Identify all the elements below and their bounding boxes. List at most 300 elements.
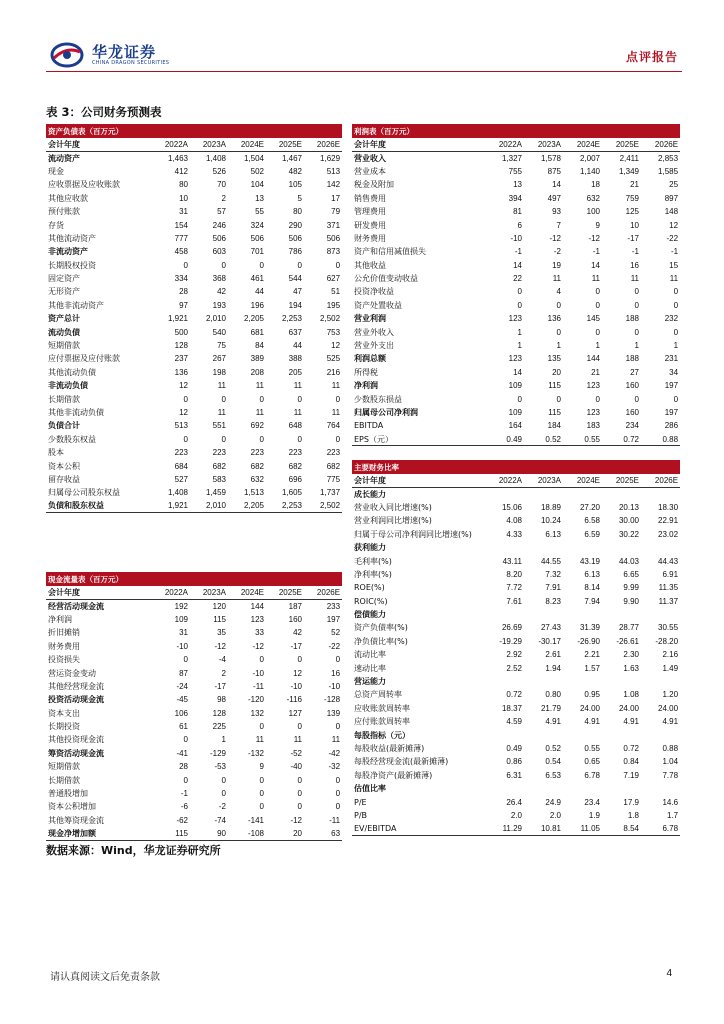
- table-row: [46, 773, 342, 786]
- data-source: 数据来源：Wind，华龙证券研究所: [46, 844, 221, 857]
- cell-value: 232: [664, 314, 679, 324]
- page-number: 4: [666, 968, 672, 979]
- row-label: 流动资产: [48, 153, 80, 163]
- cell-value: 8.20: [506, 569, 522, 579]
- cell-value: [641, 487, 680, 500]
- cell-value: 246: [212, 220, 226, 230]
- cell-value: -42: [328, 748, 341, 758]
- cell-value: 0: [183, 260, 188, 270]
- cell-value: 55: [255, 207, 264, 217]
- row-label: EPS（元）: [352, 433, 485, 446]
- cell-value: 324: [250, 220, 264, 230]
- cell-value: 197: [664, 408, 679, 417]
- cell-value: 2: [221, 193, 226, 203]
- row-label: P/E: [354, 797, 367, 807]
- cell-value: 93: [552, 207, 561, 217]
- row-label: 应收票据及应收账款: [48, 180, 120, 190]
- row-label: 速动比率: [354, 663, 386, 673]
- section-header-row: [46, 572, 342, 586]
- row-label: 所得税: [354, 367, 378, 377]
- row-label: 归属于母公司净利润同比增速(%): [354, 529, 472, 539]
- cell-value: 123: [508, 354, 522, 364]
- cell-value: 1,327: [501, 153, 522, 163]
- table-row: [46, 473, 342, 486]
- cell-value: [641, 608, 680, 621]
- cell-value: 11: [331, 381, 341, 391]
- column-header: 2023A: [190, 138, 228, 151]
- cell-value: 11: [255, 381, 264, 391]
- row-label: 存货: [48, 220, 64, 230]
- cell-value: 115: [548, 381, 561, 391]
- cell-value: 21: [591, 367, 600, 377]
- row-label: EV/EBITDA: [352, 822, 485, 835]
- cell-value: 183: [586, 421, 600, 431]
- table-row: [352, 285, 680, 298]
- row-label: 无形资产: [48, 287, 80, 297]
- cell-value: -108: [228, 827, 266, 840]
- cell-value: -116: [286, 695, 302, 705]
- cell-value: 197: [326, 614, 341, 624]
- table-row: [352, 165, 680, 178]
- cell-value: 7.72: [506, 583, 522, 593]
- cell-value: 136: [174, 367, 188, 377]
- cell-value: 368: [212, 274, 226, 284]
- row-label: 研发费用: [354, 220, 386, 230]
- cell-value: 506: [250, 233, 264, 243]
- row-label: 营业收入: [354, 153, 386, 163]
- cell-value: [563, 608, 602, 621]
- cell-value: 20.13: [618, 502, 639, 512]
- brand-name-en: CHINA DRAGON SECURITIES: [92, 60, 170, 66]
- table-row: [46, 178, 342, 191]
- cell-value: [524, 782, 563, 795]
- row-label: 税金及附加: [354, 180, 394, 190]
- cell-value: 759: [625, 193, 639, 203]
- cell-value: 1,467: [281, 153, 302, 163]
- cell-value: 115: [548, 408, 561, 417]
- cell-value: 681: [250, 327, 264, 337]
- cell-value: 11.35: [658, 583, 679, 593]
- row-label: 投资损失: [48, 655, 80, 665]
- cell-value: 5: [297, 193, 302, 203]
- cell-value: 497: [547, 193, 561, 203]
- cell-value: 128: [174, 341, 188, 351]
- cell-value: 394: [508, 193, 522, 203]
- cell-value: 1,140: [579, 166, 600, 176]
- cell-value: 873: [326, 247, 341, 257]
- cell-value: 0: [335, 722, 341, 732]
- row-label: 应收账款周转率: [354, 703, 410, 713]
- row-label: 净利率(%): [354, 569, 392, 579]
- cell-value: -10: [290, 681, 302, 691]
- row-label: 股本: [48, 448, 64, 458]
- cell-value: 12: [669, 220, 679, 230]
- cell-value: 6.91: [662, 569, 679, 579]
- row-label: 资产处置收益: [354, 300, 402, 310]
- cell-value: 0: [595, 327, 600, 337]
- table-row: [46, 626, 342, 639]
- cell-value: 506: [288, 233, 302, 243]
- column-header-row: [46, 138, 342, 151]
- cell-value: 194: [288, 300, 302, 310]
- cell-value: 27.43: [540, 623, 561, 633]
- cell-value: 1: [517, 341, 522, 351]
- cell-value: 23.02: [658, 529, 679, 539]
- cell-value: 148: [664, 207, 679, 217]
- cell-value: 648: [288, 421, 302, 431]
- table-row: [352, 635, 680, 648]
- table-row: [46, 165, 342, 178]
- table-row: [46, 720, 342, 733]
- cell-value: 27: [630, 367, 639, 377]
- cell-value: 0.88: [641, 433, 680, 446]
- cell-value: 4: [556, 287, 561, 297]
- cell-value: 6.13: [584, 569, 600, 579]
- cell-value: 30.22: [618, 529, 639, 539]
- cell-value: 142: [326, 180, 341, 190]
- cell-value: 11.29: [485, 822, 524, 835]
- cell-value: -26.61: [616, 636, 639, 646]
- table-row: [46, 640, 342, 653]
- column-header: 2023A: [524, 474, 563, 487]
- cell-value: 11.37: [658, 596, 679, 606]
- cell-value: -17: [627, 233, 639, 243]
- cell-value: 23.4: [584, 797, 600, 807]
- cell-value: 1.04: [662, 757, 679, 767]
- cell-value: 197: [664, 381, 679, 391]
- cell-value: 1.20: [662, 690, 679, 700]
- row-label: ROIC(%): [354, 596, 388, 606]
- cell-value: -17: [214, 681, 226, 691]
- row-label: 每股经营现金流(最新摊薄): [354, 757, 449, 767]
- cell-value: 0.49: [506, 744, 522, 753]
- cell-value: 13: [255, 193, 264, 203]
- table-row: [352, 325, 680, 338]
- cell-value: 100: [586, 207, 600, 217]
- cell-value: 0: [259, 722, 264, 732]
- cell-value: 551: [212, 421, 226, 431]
- cell-value: 42: [217, 287, 226, 297]
- cell-value: 1.7: [666, 810, 679, 820]
- column-header: 2023A: [190, 586, 228, 599]
- cell-value: 9.99: [623, 583, 639, 593]
- cell-value: 6.65: [623, 569, 639, 579]
- row-label: 非流动资产: [48, 247, 88, 257]
- cell-value: 0.49: [485, 433, 524, 446]
- cell-value: 128: [212, 708, 226, 718]
- cell-value: 231: [664, 354, 679, 364]
- cell-value: [485, 541, 524, 554]
- row-label: 资产和信用减值损失: [354, 247, 426, 257]
- cell-value: 583: [212, 474, 226, 484]
- cell-value: 14: [591, 260, 600, 270]
- table-row: [352, 299, 680, 312]
- cell-value: 2.0: [549, 810, 561, 820]
- cell-value: 125: [625, 207, 639, 217]
- row-label: 应付票据及应付账款: [48, 354, 120, 364]
- cell-value: 0.54: [545, 757, 561, 767]
- cell-value: 223: [326, 448, 341, 458]
- table-row: [46, 259, 342, 272]
- cell-value: 701: [250, 247, 264, 257]
- table-row: [46, 352, 342, 365]
- table-row: [352, 608, 680, 621]
- cell-value: 87: [179, 668, 188, 678]
- cell-value: 57: [217, 207, 226, 217]
- cell-value: -129: [209, 748, 226, 758]
- cell-value: 0: [297, 789, 302, 799]
- table-row: [352, 541, 680, 554]
- row-label: 普通股增加: [48, 789, 88, 799]
- table-row: [46, 392, 342, 405]
- cell-value: [602, 728, 641, 741]
- table-row: [352, 312, 680, 325]
- cell-value: 1,408: [205, 153, 226, 163]
- cell-value: 0: [297, 434, 302, 444]
- table-row: [46, 693, 342, 706]
- table-row: [46, 312, 342, 325]
- cell-value: 13: [513, 180, 522, 190]
- cell-value: 1,459: [205, 488, 226, 498]
- table-row: [352, 419, 680, 432]
- cell-value: 502: [250, 166, 264, 176]
- cell-value: 196: [250, 300, 264, 310]
- table-row: [46, 446, 342, 459]
- income-statement-table: [352, 124, 680, 446]
- cell-value: 0.55: [563, 433, 602, 446]
- cell-value: [563, 728, 602, 741]
- cell-value: 198: [212, 367, 226, 377]
- cell-value: 160: [288, 614, 302, 624]
- cell-value: 9.90: [623, 596, 639, 606]
- cell-value: 22: [513, 274, 522, 284]
- cell-value: 2,853: [658, 153, 679, 163]
- balance-sheet-table: [46, 124, 342, 513]
- cell-value: -141: [247, 815, 264, 825]
- cell-value: 777: [174, 233, 188, 243]
- section-header-row: [352, 124, 680, 138]
- footer-disclaimer: 请认真阅读文后免责条款: [50, 972, 160, 983]
- cell-value: 4.91: [662, 717, 679, 727]
- cell-value: 188: [625, 314, 639, 324]
- cell-value: 0: [183, 394, 188, 404]
- table-row: [46, 325, 342, 338]
- cell-value: 7.94: [584, 596, 600, 606]
- cell-value: 123: [586, 381, 600, 391]
- cell-value: 24.00: [658, 703, 679, 713]
- cell-value: [524, 541, 563, 554]
- cell-value: 109: [508, 381, 522, 391]
- cell-value: 205: [288, 367, 302, 377]
- cell-value: -22: [328, 641, 341, 651]
- cell-value: 43.11: [502, 556, 522, 566]
- row-label: 资产负债率(%): [354, 623, 408, 633]
- cell-value: -74: [214, 815, 226, 825]
- cell-value: 2.0: [510, 810, 522, 820]
- cell-value: 6.13: [545, 529, 561, 539]
- cell-value: 1: [221, 735, 226, 745]
- cell-value: 4.91: [584, 717, 600, 727]
- cell-value: 109: [508, 408, 522, 417]
- cell-value: [602, 782, 641, 795]
- cell-value: [485, 728, 524, 741]
- table-row: [352, 782, 680, 795]
- cell-value: -1: [180, 789, 188, 799]
- table-row: [46, 653, 342, 666]
- cell-value: 527: [174, 474, 188, 484]
- cell-value: -62: [176, 815, 188, 825]
- table-row: [46, 760, 342, 773]
- cell-value: 682: [288, 461, 302, 471]
- cell-value: 223: [288, 448, 302, 458]
- cell-value: 0: [517, 394, 522, 404]
- cell-value: -30.17: [538, 636, 561, 646]
- cell-value: 1,513: [243, 488, 264, 498]
- cell-value: 0: [517, 300, 522, 310]
- row-label: 估值比率: [354, 784, 386, 794]
- table-row: [46, 827, 342, 840]
- cell-value: -4: [218, 655, 226, 665]
- table-row: [46, 707, 342, 720]
- cell-value: -12: [549, 233, 561, 243]
- section-header-row: [352, 460, 680, 474]
- cell-value: 2,253: [281, 314, 302, 324]
- row-label: 利润总额: [354, 354, 386, 364]
- cell-value: 0: [259, 260, 264, 270]
- table-row: [46, 366, 342, 379]
- table-row: [352, 487, 680, 500]
- cell-value: 11: [331, 735, 341, 745]
- table-row: [352, 218, 680, 231]
- cell-value: 12: [179, 381, 188, 391]
- cell-value: 2: [221, 668, 226, 678]
- cell-value: 16: [630, 260, 639, 270]
- row-label: 流动比率: [354, 650, 386, 660]
- row-label: 预付账款: [48, 207, 80, 217]
- cell-value: 80: [179, 180, 188, 190]
- table-row: [46, 379, 342, 392]
- cell-value: 544: [288, 274, 302, 284]
- cell-value: 44: [293, 341, 302, 351]
- cell-value: 43.19: [579, 556, 600, 566]
- cell-value: 11.05: [563, 822, 602, 835]
- cell-value: [524, 608, 563, 621]
- cell-value: 0: [259, 775, 264, 785]
- cell-value: 637: [288, 327, 302, 337]
- cell-value: -6: [180, 802, 188, 812]
- table-row: [352, 272, 680, 285]
- table-row: [352, 675, 680, 688]
- cell-value: -11: [329, 815, 341, 825]
- cell-value: 9: [595, 220, 600, 230]
- cell-value: 0.72: [506, 690, 522, 700]
- cell-value: 7.61: [506, 596, 522, 606]
- cell-value: 18.89: [540, 502, 561, 512]
- cell-value: 11: [669, 274, 679, 284]
- column-header: 2024E: [228, 138, 266, 151]
- row-label: 成长能力: [354, 489, 386, 499]
- cell-value: 1: [634, 341, 639, 351]
- cell-value: 24.9: [545, 797, 561, 807]
- row-label: 其他经营现金流: [48, 681, 104, 691]
- table-row: [352, 755, 680, 768]
- row-label: 归属母公司股东权益: [48, 488, 120, 498]
- table-row: [46, 285, 342, 298]
- cell-value: 2,205: [243, 314, 264, 324]
- cell-value: 35: [217, 628, 226, 638]
- cell-value: 6.53: [545, 770, 561, 780]
- cell-value: 2.30: [623, 650, 639, 660]
- table-row: [352, 581, 680, 594]
- cell-value: [602, 608, 641, 621]
- cell-value: 11: [552, 274, 561, 284]
- cell-value: 136: [547, 314, 561, 324]
- table-row: [352, 339, 680, 352]
- cell-value: 482: [288, 166, 302, 176]
- cell-value: 0: [335, 394, 341, 404]
- row-label: 短期借款: [48, 762, 80, 772]
- row-label: 长期股权投资: [48, 260, 96, 270]
- cell-value: 0.65: [584, 757, 600, 767]
- row-label: 偿债能力: [354, 610, 386, 620]
- cell-value: 109: [174, 614, 188, 624]
- cell-value: 61: [179, 722, 188, 732]
- row-label: 留存收益: [48, 474, 80, 484]
- cell-value: 33: [255, 628, 264, 638]
- cell-value: 0: [673, 300, 679, 310]
- row-label: 其他收益: [354, 260, 386, 270]
- table-row: [352, 648, 680, 661]
- cell-value: -12: [588, 233, 600, 243]
- cell-value: 7.32: [545, 569, 561, 579]
- cell-value: -24: [176, 681, 188, 691]
- cell-value: 334: [174, 274, 188, 284]
- cell-value: 30.55: [658, 623, 679, 633]
- column-header: 2026E: [304, 586, 342, 599]
- table-row: [46, 245, 342, 258]
- row-label: 获利能力: [354, 543, 386, 553]
- row-label: 营运资金变动: [48, 668, 96, 678]
- row-label: EBITDA: [354, 421, 384, 431]
- row-label: 少数股东损益: [354, 394, 402, 404]
- cell-value: 0: [183, 775, 188, 785]
- cell-value: 188: [625, 354, 639, 364]
- cell-value: 458: [174, 247, 188, 257]
- row-label: 其他筹资现金流: [48, 815, 104, 825]
- cell-value: -2: [218, 802, 226, 812]
- cell-value: -12: [214, 641, 226, 651]
- cell-value: 11: [217, 408, 226, 417]
- table-row: [352, 715, 680, 728]
- cell-value: 1.63: [623, 663, 639, 673]
- row-label: 其他投资现金流: [48, 735, 104, 745]
- cell-value: 20: [266, 827, 304, 840]
- table-row: [352, 688, 680, 701]
- cell-value: 0: [259, 394, 264, 404]
- table-row: [352, 366, 680, 379]
- cell-value: 11: [255, 408, 264, 417]
- table-row: [46, 800, 342, 813]
- cell-value: 0: [297, 260, 302, 270]
- cell-value: -132: [247, 748, 264, 758]
- cell-value: -1: [670, 247, 679, 257]
- row-label: 负债合计: [48, 421, 80, 431]
- cell-value: 0: [335, 775, 341, 785]
- cell-value: 6.59: [584, 529, 600, 539]
- cell-value: [485, 782, 524, 795]
- brand-name: 华龙证券: [92, 43, 157, 61]
- cell-value: 500: [174, 327, 188, 337]
